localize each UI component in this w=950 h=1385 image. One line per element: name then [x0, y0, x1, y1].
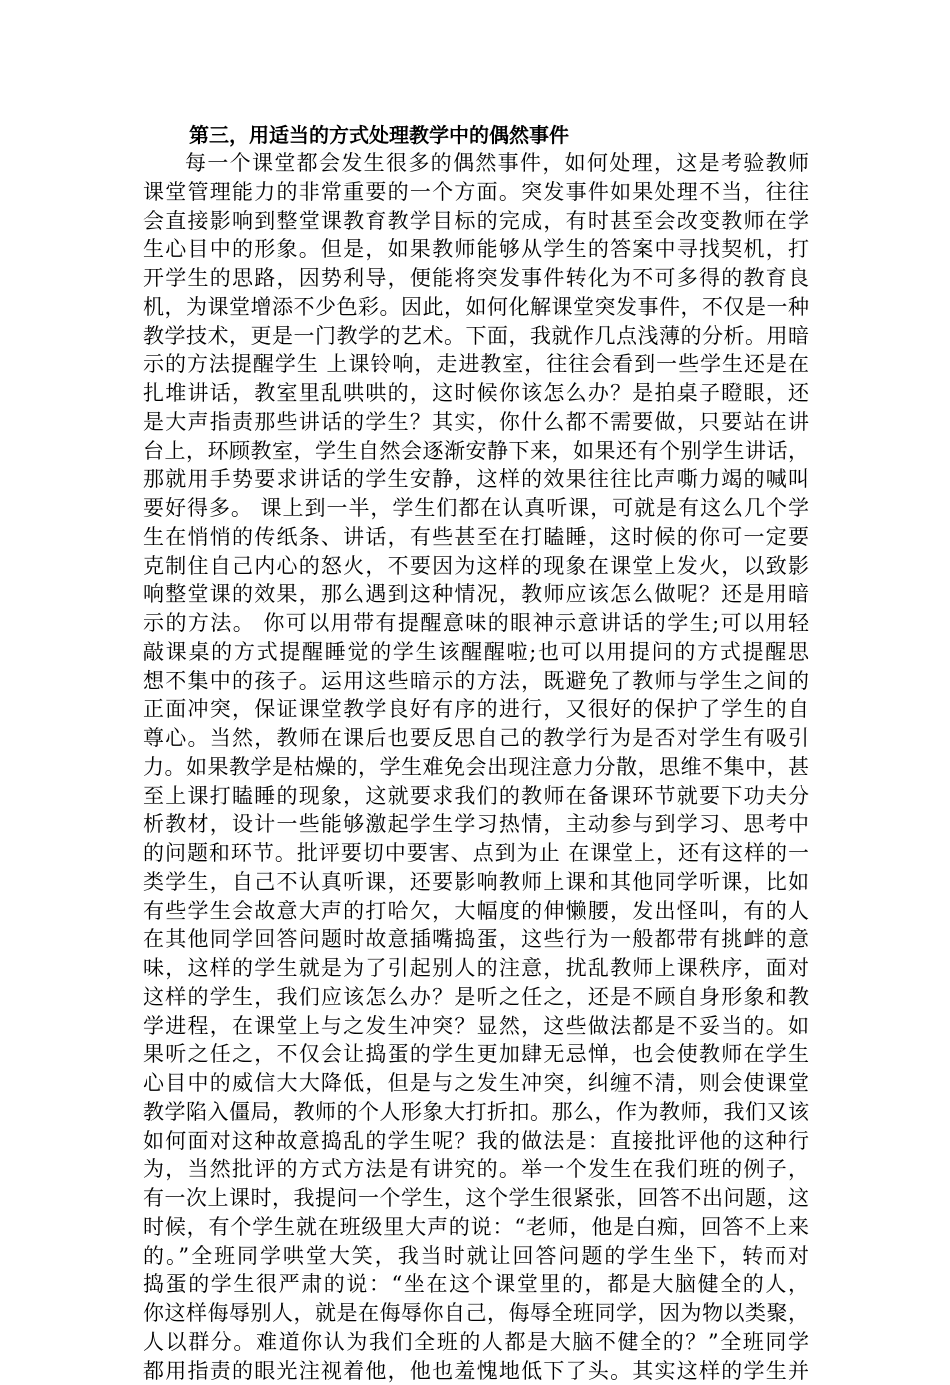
text-line: 至上课打瞌睡的现象，这就要求我们的教师在备课环节就要下功夫分 [143, 782, 809, 811]
text-line: 教学陷入僵局，教师的个人形象大打折扣。那么，作为教师，我们又该 [143, 1098, 809, 1127]
text-line: 敲课桌的方式提醒睡觉的学生该醒醒啦;也可以用提问的方式提醒思 [143, 638, 809, 667]
text-line: 要好得多。 课上到一半，学生们都在认真听课，可就是有这么几个学 [143, 494, 809, 523]
text-line: 的问题和环节。批评要切中要害、点到为止 在课堂上，还有这样的一 [143, 839, 809, 868]
text-line: 力。如果教学是枯燥的，学生难免会出现注意力分散，思维不集中，甚 [143, 753, 809, 782]
text-line: 有些学生会故意大声的打哈欠，大幅度的伸懒腰，发出怪叫，有的人 [143, 897, 809, 926]
document-body [143, 121, 809, 1385]
body-paragraph [143, 149, 809, 1385]
text-line: 味，这样的学生就是为了引起别人的注意，扰乱教师上课秩序，面对 [143, 954, 809, 983]
text-line: 响整堂课的效果，那么遇到这种情况，教师应该怎么做呢？还是用暗 [143, 580, 809, 609]
text-line: 类学生，自己不认真听课，还要影响教师上课和其他同学听课，比如 [143, 868, 809, 897]
section-heading: 第三，用适当的方式处理教学中的偶然事件 [189, 121, 809, 149]
text-line: 时候，有个学生就在班级里大声的说：“老师，他是白痴，回答不上来 [143, 1213, 809, 1242]
text-line: 正面冲突，保证课堂教学良好有序的进行，又很好的保护了学生的自 [143, 695, 809, 724]
text-line: 课堂管理能力的非常重要的一个方面。突发事件如果处理不当，往往 [143, 178, 809, 207]
text-line: 那就用手势要求讲话的学生安静，这样的效果往往比声嘶力竭的喊叫 [143, 465, 809, 494]
text-line: 如何面对这种故意捣乱的学生呢？我的做法是：直接批评他的这种行 [143, 1127, 809, 1156]
text-line: 克制住自己内心的怒火，不要因为这样的现象在课堂上发火，以致影 [143, 552, 809, 581]
text-line: 为，当然批评的方式方法是有讲究的。举一个发生在我们班的例子， [143, 1155, 809, 1184]
text-line: 会直接影响到整堂课教育教学目标的完成，有时甚至会改变教师在学 [143, 207, 809, 236]
text-line: 学进程，在课堂上与之发生冲突？显然，这些做法都是不妥当的。如 [143, 1012, 809, 1041]
text-line: 有一次上课时，我提问一个学生，这个学生很紧张，回答不出问题，这 [143, 1184, 809, 1213]
text-line: 示的方法。 你可以用带有提醒意味的眼神示意讲话的学生;可以用轻 [143, 609, 809, 638]
text-line: 的。”全班同学哄堂大笑，我当时就让回答问题的学生坐下，转而对 [143, 1242, 809, 1271]
text-line: 是大声指责那些讲话的学生？其实，你什么都不需要做，只要站在讲 [143, 408, 809, 437]
text-line: 开学生的思路，因势利导，便能将突发事件转化为不可多得的教育良 [143, 264, 809, 293]
text-line: 析教材，设计一些能够激起学生学习热情，主动参与到学习、思考中 [143, 810, 809, 839]
text-line: 扎堆讲话，教室里乱哄哄的，这时候你该怎么办？是拍桌子瞪眼，还 [143, 379, 809, 408]
text-line: 人以群分。难道你认为我们全班的人都是大脑不健全的？”全班同学 [143, 1328, 809, 1357]
text-line: 机，为课堂增添不少色彩。因此，如何化解课堂突发事件，不仅是一种 [143, 293, 809, 322]
text-line: 生心目中的形象。但是，如果教师能够从学生的答案中寻找契机，打 [143, 235, 809, 264]
text-line: 捣蛋的学生很严肃的说：“坐在这个课堂里的，都是大脑健全的人， [143, 1270, 809, 1299]
text-line: 生在悄悄的传纸条、讲话，有些甚至在打瞌睡，这时候的你可一定要 [143, 523, 809, 552]
text-line: 在其他同学回答问题时故意插嘴捣蛋，这些行为一般都带有挑衅的意 [143, 925, 809, 954]
text-line: 尊心。当然，教师在课后也要反思自己的教学行为是否对学生有吸引 [143, 724, 809, 753]
text-line: 都用指责的眼光注视着他，他也羞愧地低下了头。其实这样的学生并 [143, 1357, 809, 1385]
text-line: 这样的学生，我们应该怎么办？是听之任之，还是不顾自身形象和教 [143, 983, 809, 1012]
text-line: 每一个课堂都会发生很多的偶然事件，如何处理，这是考验教师 [143, 149, 809, 178]
text-line: 你这样侮辱别人，就是在侮辱你自己，侮辱全班同学，因为物以类聚， [143, 1299, 809, 1328]
text-line: 想不集中的孩子。运用这些暗示的方法，既避免了教师与学生之间的 [143, 667, 809, 696]
text-line: 心目中的威信大大降低，但是与之发生冲突，纠缠不清，则会使课堂 [143, 1069, 809, 1098]
text-line: 教学技术，更是一门教学的艺术。下面，我就作几点浅薄的分析。用暗 [143, 322, 809, 351]
text-line: 果听之任之，不仅会让捣蛋的学生更加肆无忌惮，也会使教师在学生 [143, 1040, 809, 1069]
text-line: 台上，环顾教室，学生自然会逐渐安静下来，如果还有个别学生讲话， [143, 437, 809, 466]
text-line: 示的方法提醒学生 上课铃响，走进教室，往往会看到一些学生还是在 [143, 350, 809, 379]
